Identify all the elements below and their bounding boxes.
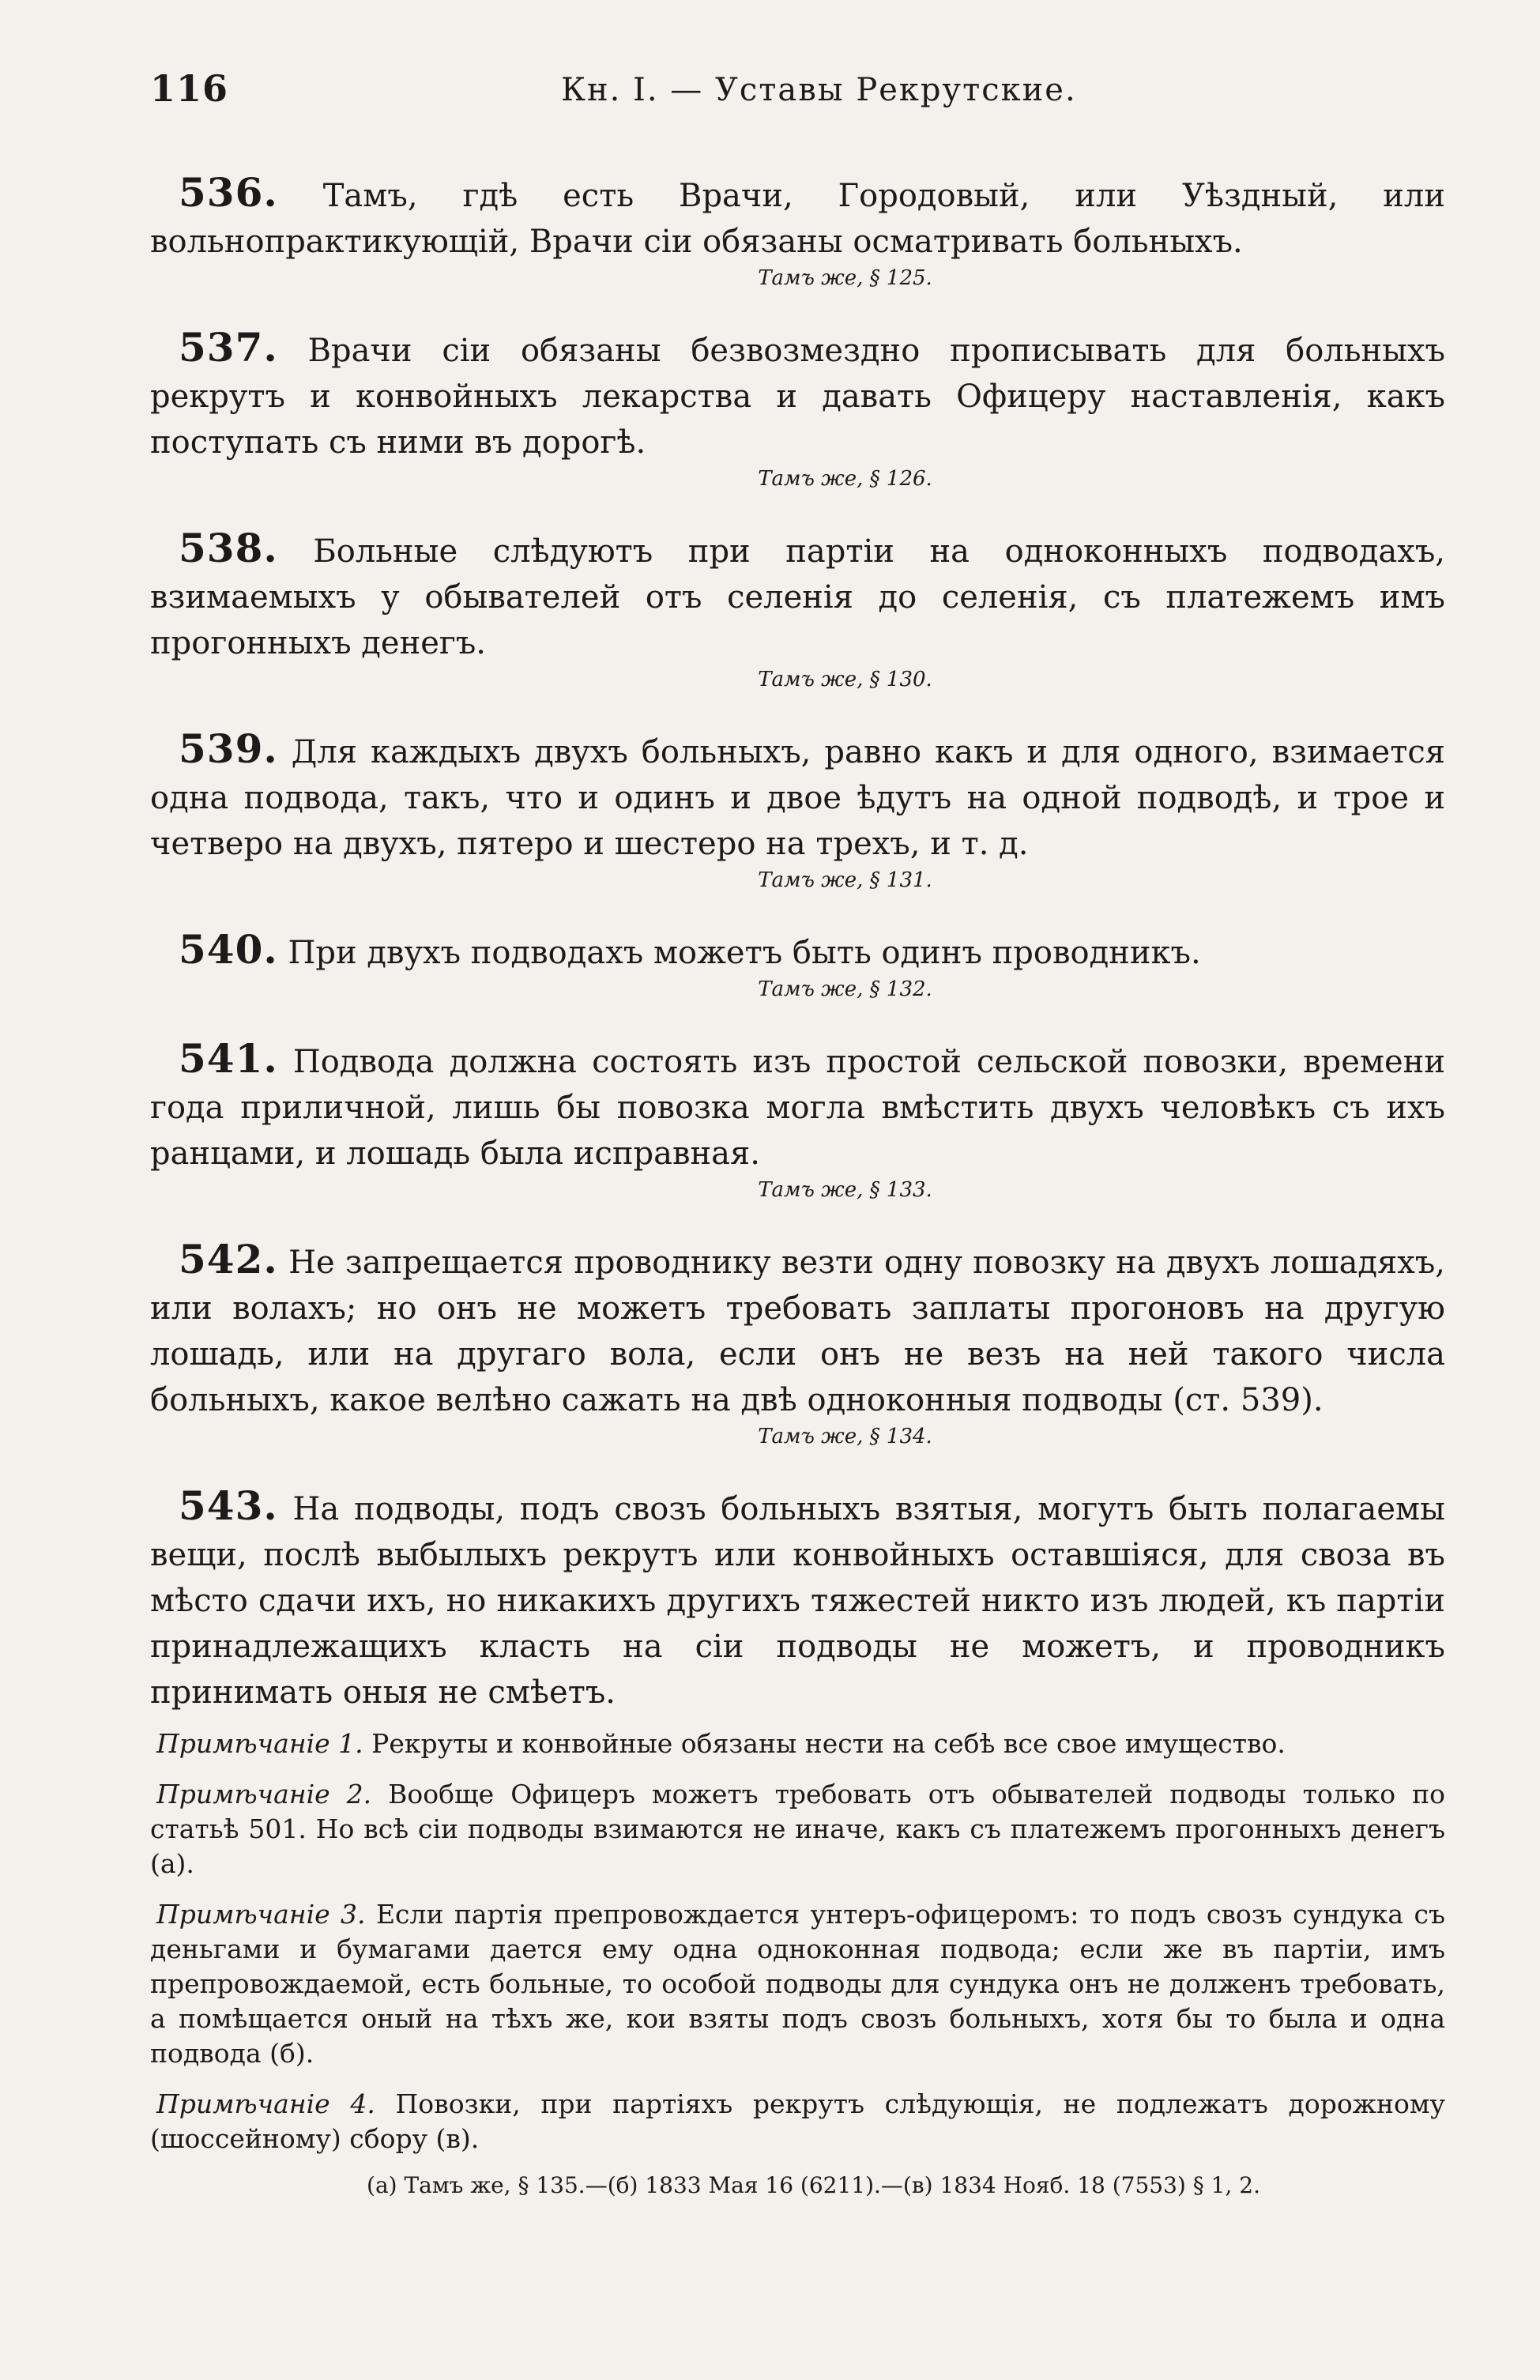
article-source: Тамъ же, § 126.: [758, 467, 932, 491]
article-text: Для каждыхъ двухъ больныхъ, равно какъ и для одного, взимается одна подвода, такъ, что и одинъ и двое ѣдутъ на одной подводѣ, и трое и четверо на двухъ, пятеро и шестеро на трехъ, и т. д.: [150, 734, 1445, 862]
article-source: Тамъ же, § 134.: [758, 1425, 932, 1448]
article-number: 537.: [179, 324, 278, 371]
note: [150, 1727, 1445, 1761]
note-label: Примѣчаніе 4.: [156, 2088, 375, 2119]
article-text: Больные слѣдуютъ при партіи на одноконныхъ подводахъ, взимаемыхъ у обывателей отъ селенія до селенія, съ платежемъ имъ прогонныхъ денегъ.: [150, 533, 1446, 661]
note-text: Рекруты и конвойные обязаны нести на себѣ все свое имущество.: [371, 1728, 1286, 1759]
note-text: Вообще Офицеръ можетъ требовать отъ обывателей подводы только по статьѣ 501. Но всѣ сіи подводы взимаются не иначе, какъ съ платежемъ прогонныхъ денегъ (а).: [150, 1779, 1445, 1879]
article-text: Подвода должна состоять изъ простой сельской повозки, времени года приличной, лишь бы повозка могла вмѣстить двухъ человѣкъ съ ихъ ранцами, и лошадь была исправная.: [150, 1044, 1445, 1172]
note-label: Примѣчаніе 2.: [156, 1779, 372, 1809]
article-number: 543.: [179, 1482, 278, 1529]
note: [150, 1897, 1445, 2071]
article-number: 542.: [179, 1236, 278, 1282]
note-label: Примѣчаніе 3.: [156, 1899, 366, 1930]
articles: [150, 170, 1445, 1715]
article: [150, 525, 1445, 691]
article: [150, 325, 1445, 491]
article-source: Тамъ же, § 132.: [758, 977, 932, 1001]
article-number: 540.: [179, 926, 278, 973]
article-number: 539.: [179, 725, 278, 772]
page-number: 116: [150, 67, 229, 110]
page-header: [150, 67, 1445, 122]
article-text: Не запрещается проводнику везти одну повозку на двухъ лошадяхъ, или волахъ; но онъ не можетъ требовать заплаты прогоновъ на другую лошадь, или на другаго вола, если онъ не везъ на ней такого числа больныхъ, какое велѣно сажать на двѣ одноконныя подводы (ст. 539).: [150, 1245, 1445, 1418]
article-text: Тамъ, гдѣ есть Врачи, Городовый, или Уѣздный, или вольнопрактикующій, Врачи сіи обязаны осматривать больныхъ.: [150, 178, 1445, 260]
article: [150, 927, 1445, 1001]
article-source: Тамъ же, § 130.: [758, 668, 932, 691]
article: [150, 1036, 1445, 1202]
article-source: Тамъ же, § 131.: [758, 868, 932, 892]
article: [150, 1237, 1445, 1448]
footnote: (а) Тамъ же, § 135.—(б) 1833 Мая 16 (6211).—(в) 1834 Нояб. 18 (7553) § 1, 2.: [367, 2172, 1260, 2198]
article-source: Тамъ же, § 125.: [758, 266, 932, 290]
running-title: Кн. I. — Уставы Рекрутские.: [561, 72, 1077, 108]
article: [150, 726, 1445, 892]
note-label: Примѣчаніе 1.: [156, 1728, 363, 1759]
article-number: 536.: [179, 169, 278, 216]
article: [150, 1483, 1445, 1715]
article-number: 541.: [179, 1035, 278, 1082]
article-number: 538.: [179, 525, 278, 571]
note-text: Повозки, при партіяхъ рекрутъ слѣдующія, не подлежатъ дорожному (шоссейному) сбору (в).: [150, 2088, 1445, 2154]
article-text: При двухъ подводахъ можетъ быть одинъ проводникъ.: [288, 935, 1201, 971]
note: [150, 2087, 1445, 2156]
notes: [150, 1727, 1445, 2156]
note-text: Если партія препровождается унтеръ-офицеромъ: то подъ свозъ сундука съ деньгами и бумагами дается ему одна одноконная подвода; если же въ партіи, имъ препровождаемой, есть больные, то особой подводы для сундука онъ не долженъ требовать, а помѣщается оный на тѣхъ же, кои взяты подъ свозъ больныхъ, хотя бы то была и одна подвода (б).: [150, 1899, 1445, 2069]
article-source: Тамъ же, § 133.: [758, 1178, 932, 1202]
article-text: Врачи сіи обязаны безвозмездно прописывать для больныхъ рекрутъ и конвойныхъ лекарства и давать Офицеру наставленія, какъ поступать съ ними въ дорогѣ.: [150, 333, 1445, 461]
article: [150, 170, 1445, 290]
article-text: На подводы, подъ свозъ больныхъ взятыя, могутъ быть полагаемы вещи, послѣ выбылыхъ рекрутъ или конвойныхъ оставшіяся, для своза въ мѣсто сдачи ихъ, но никакихъ другихъ тяжестей никто изъ людей, къ партіи принадлежащихъ класть на сіи подводы не можетъ, и проводникъ принимать оныя не смѣетъ.: [150, 1491, 1446, 1711]
note: [150, 1777, 1445, 1881]
